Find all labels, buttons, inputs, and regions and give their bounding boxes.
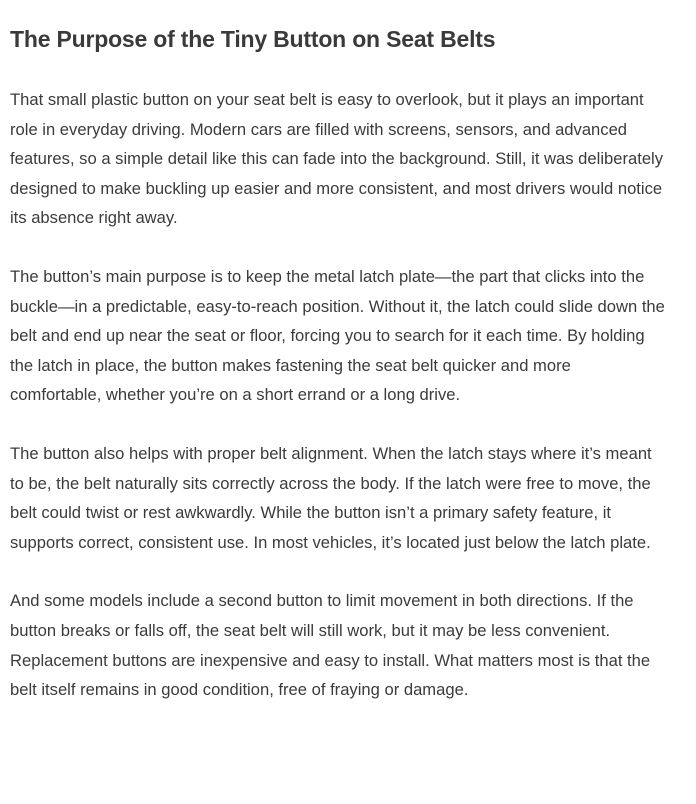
- article-paragraph: The button also helps with proper belt alignment. When the latch stays where it’s meant to be, the belt naturally sits correctly across the body. If the latch were free to move, the belt could twist or rest awkwardly. While the button isn’t a primary safety feature, it supports correct, consistent use. In most vehicles, it’s located just below the latch plate.: [10, 443, 652, 552]
- article: [10, 0, 666, 705]
- article-paragraph: And some models include a second button to limit movement in both directions. If the button breaks or falls off, the seat belt will still work, but it may be less convenient. Replacement buttons are inexpensive and easy to install. What matters most is that the belt itself remains in good condition, free of fraying or damage.: [10, 591, 651, 700]
- article-paragraph: That small plastic button on your seat belt is easy to overlook, but it plays an important role in everyday driving. Modern cars are filled with screens, sensors, and advanced features, so a simple detail like this can fade into the background. Still, it was deliberately designed to make buckling up easier and more consistent, and most drivers would notice its absence right away.: [10, 90, 664, 228]
- article-paragraph: The button’s main purpose is to keep the metal latch plate—the part that clicks into the buckle—in a predictable, easy-to-reach position. Without it, the latch could slide down the belt and end up near the seat or floor, forcing you to search for it each time. By holding the latch in place, the button makes fastening the seat belt quicker and more comfortable, whether you’re on a short errand or a long drive.: [10, 266, 665, 405]
- article-title: The Purpose of the Tiny Button on Seat Belts: [10, 26, 496, 52]
